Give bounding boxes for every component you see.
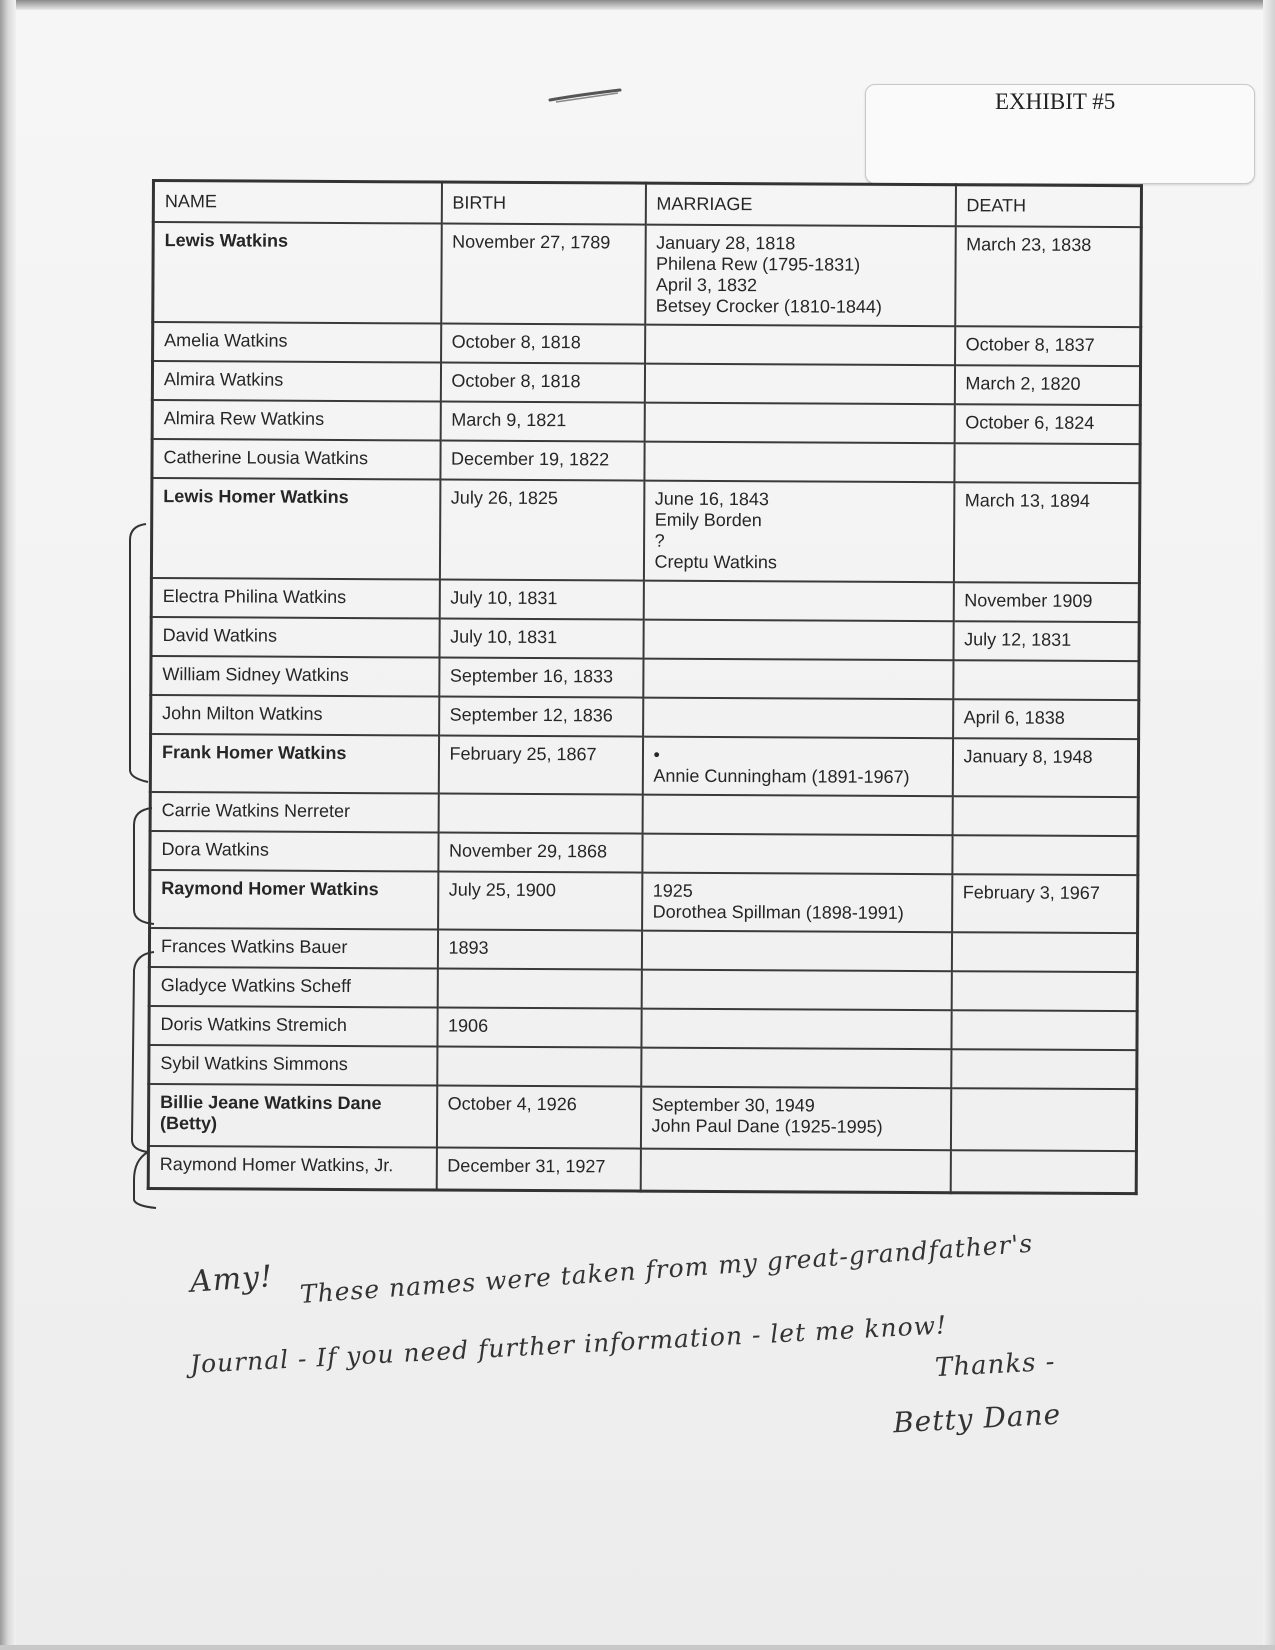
cell-birth: December 19, 1822 [440,441,644,481]
marriage-line: Betsey Crocker (1810-1844) [655,295,883,317]
marriage-line: ? [654,530,665,551]
scan-left-edge [0,0,16,1650]
cell-death [953,660,1139,700]
table-row [149,1006,1137,1050]
table-row [149,928,1137,972]
header-marriage: MARRIAGE [645,183,955,226]
cell-marriage [642,795,952,836]
cell-birth [438,794,642,834]
cell-marriage [645,325,955,366]
marriage-line: Philena Rew (1795-1831) [656,253,861,275]
cell-name: Amelia Watkins [153,322,441,363]
cell-death: March 13, 1894 [953,482,1140,583]
marriage-line: January 28, 1818 [656,232,796,254]
cell-death: October 6, 1824 [954,404,1140,444]
table-row [153,322,1141,366]
cell-death [951,1049,1137,1089]
table-header-row [153,181,1141,228]
cell-name: William Sidney Watkins [151,656,439,697]
cell-marriage [642,834,952,875]
note-line-2: Journal - If you need further information - let me know! [189,1310,948,1379]
table-row [152,439,1140,483]
cell-marriage [644,403,954,444]
cell-birth: July 10, 1831 [439,619,643,659]
note-greeting: Amy! [188,1259,275,1300]
header-birth: BIRTH [441,182,645,225]
cell-name: Frank Homer Watkins [150,734,438,794]
cell-death [952,796,1138,836]
cell-marriage [641,931,951,972]
marriage-line: Creptu Watkins [654,551,777,573]
scan-top-edge [0,0,1275,10]
cell-death: April 6, 1838 [953,699,1139,739]
table-row [150,870,1138,933]
note-thanks: Thanks - [934,1346,1057,1384]
cell-birth: 1906 [437,1008,641,1048]
header-death: DEATH [955,185,1141,227]
cell-birth: October 4, 1926 [436,1086,640,1149]
note-signature: Betty Dane [892,1397,1062,1440]
scan-right-edge [1263,0,1275,1650]
cell-death: March 2, 1820 [954,365,1140,405]
cell-marriage [641,1048,951,1089]
cell-marriage [641,970,951,1011]
cell-birth: March 9, 1821 [440,402,644,442]
marriage-line: 1925 [652,880,693,901]
cell-marriage [645,225,956,327]
table-row [150,831,1138,875]
cell-marriage [643,481,954,583]
cell-name: Billie Jeane Watkins Dane (Betty) [148,1084,436,1148]
cell-name: Almira Rew Watkins [152,400,440,441]
marriage-line: Dorothea Spillman (1898-1991) [652,901,904,923]
cell-birth: December 31, 1927 [436,1148,640,1191]
cell-name: Catherine Lousia Watkins [152,439,440,480]
cell-birth: October 8, 1818 [441,324,645,364]
table-row [152,400,1140,444]
cell-name: Carrie Watkins Nerreter [150,792,438,833]
genealogy-table-container [147,179,1140,1195]
cell-death: July 12, 1831 [953,621,1139,661]
marriage-line: • [653,744,660,765]
cell-death [951,1010,1137,1050]
cell-marriage [640,1149,950,1193]
cell-death: October 8, 1837 [955,326,1141,366]
table-row [151,478,1140,583]
table-row [148,1084,1136,1151]
table-row [148,1146,1136,1193]
marriage-line: June 16, 1843 [654,488,769,510]
cell-name: Doris Watkins Stremich [149,1006,437,1047]
cell-marriage [643,581,953,622]
table-row [151,695,1139,739]
cell-birth: July 26, 1825 [439,480,644,581]
marriage-line: September 30, 1949 [651,1094,815,1116]
cell-birth: July 10, 1831 [439,580,643,620]
cell-birth [437,1047,641,1087]
table-row [151,656,1139,700]
table-row [150,792,1138,836]
cell-marriage [642,737,952,797]
cell-marriage [644,364,954,405]
cell-marriage [642,873,952,933]
cell-death [951,932,1137,972]
marriage-line: April 3, 1832 [655,274,758,296]
cell-marriage [640,1087,950,1151]
cell-death [952,835,1138,875]
table-row [151,617,1139,661]
genealogy-table [147,179,1143,1195]
scan-bottom-edge [0,1645,1275,1650]
cell-name: Frances Watkins Bauer [149,928,437,969]
marriage-line: John Paul Dane (1925-1995) [651,1115,883,1137]
cell-birth: November 29, 1868 [438,833,642,873]
cell-death [950,1088,1136,1151]
marriage-line: Emily Borden [654,509,762,531]
cell-name: Almira Watkins [152,361,440,402]
cell-marriage [644,442,954,483]
table-row [149,1045,1137,1089]
cell-birth: 1893 [437,930,641,970]
note-line-1: These names were taken from my great-grandfather's [298,1228,1035,1309]
cell-name: Raymond Homer Watkins [150,870,438,930]
marriage-line: Annie Cunningham (1891-1967) [653,765,910,787]
cell-name: Dora Watkins [150,831,438,872]
cell-birth: September 16, 1833 [439,658,643,698]
cell-birth: February 25, 1867 [438,736,642,795]
cell-birth [437,969,641,1009]
table-row [151,578,1139,622]
cell-death: November 1909 [953,582,1139,622]
table-row [149,967,1137,1011]
table-row [150,734,1138,797]
cell-death: January 8, 1948 [952,738,1138,797]
cell-name: Electra Philina Watkins [151,578,439,619]
cell-marriage [643,620,953,661]
cell-marriage [643,698,953,739]
cell-name: David Watkins [151,617,439,658]
cell-marriage [641,1009,951,1050]
table-body [148,222,1141,1193]
cell-death: February 3, 1967 [952,874,1138,933]
cell-birth: October 8, 1818 [440,363,644,403]
cell-death: March 23, 1838 [955,226,1142,327]
cell-name: Raymond Homer Watkins, Jr. [148,1146,436,1190]
cell-marriage [643,659,953,700]
cell-death [951,971,1137,1011]
exhibit-label: EXHIBIT #5 [995,89,1116,114]
cell-death [954,443,1140,483]
cell-birth: November 27, 1789 [441,224,646,325]
cell-name: John Milton Watkins [151,695,439,736]
table-row [152,361,1140,405]
cell-name: Gladyce Watkins Scheff [149,967,437,1008]
header-name: NAME [153,181,441,224]
cell-name: Lewis Watkins [153,222,442,324]
table-row [153,222,1142,327]
cell-death [950,1150,1136,1193]
cell-name: Lewis Homer Watkins [151,478,440,580]
cell-birth: September 12, 1836 [439,697,643,737]
pencil-mark [548,85,624,105]
cell-name: Sybil Watkins Simmons [149,1045,437,1086]
cell-birth: July 25, 1900 [438,872,642,931]
